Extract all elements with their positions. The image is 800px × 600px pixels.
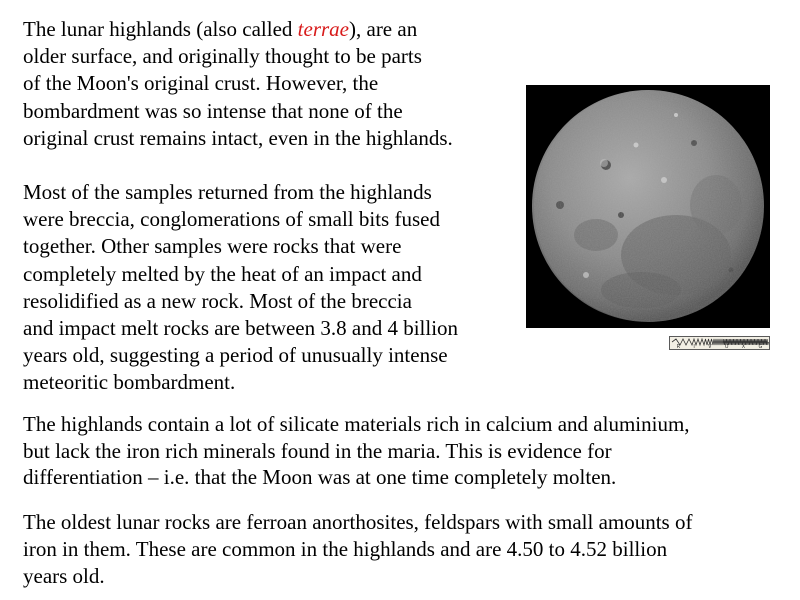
moon-image [526,85,770,328]
paragraph-silicate-materials: The highlands contain a lot of silicate materials rich in calcium and aluminium, but lack the iron rich minerals found in the maria. This is evidence for differentiation – i.e. that the Moon was at one time completely molten. [23,412,690,489]
intro-text-rest: ), are an older surface, and originally thought to be parts of the Moon's original crust. However, the bombardment was so intense that none of the original crust remains intact, even in the highlands. [23,17,453,150]
terrae-term: terrae [297,17,349,41]
scale-letter: I [693,344,695,350]
paragraph-highlands-intro [23,16,518,152]
wavelength-scale-icon [669,336,770,350]
paragraph-breccia-samples: Most of the samples returned from the highlands were breccia, conglomerations of small bits fused together. Other samples were rocks that were completely melted by the heat of an impact and resolidified as a new rock. Most of the breccia and impact melt rocks are between 3.8 and 4 billion years old, suggesting a period of unusually intense meteoritic bombardment. [23,180,459,395]
scale-letter: X [741,344,746,350]
moon-surface-features [534,90,766,322]
scale-letter: V [708,344,712,350]
scale-letter-row [670,344,769,350]
intro-text-start: The lunar highlands (also called [23,17,298,41]
moon-illustration [526,85,770,328]
scale-letter: G [758,344,763,350]
paragraph-oldest-rocks: The oldest lunar rocks are ferroan anorthosites, feldspars with small amounts of iron in them. These are common in the highlands and are 4.50 to 4.52 billion years old. [23,510,693,588]
scale-letter: U [724,344,729,350]
scale-letter: R [676,344,681,350]
